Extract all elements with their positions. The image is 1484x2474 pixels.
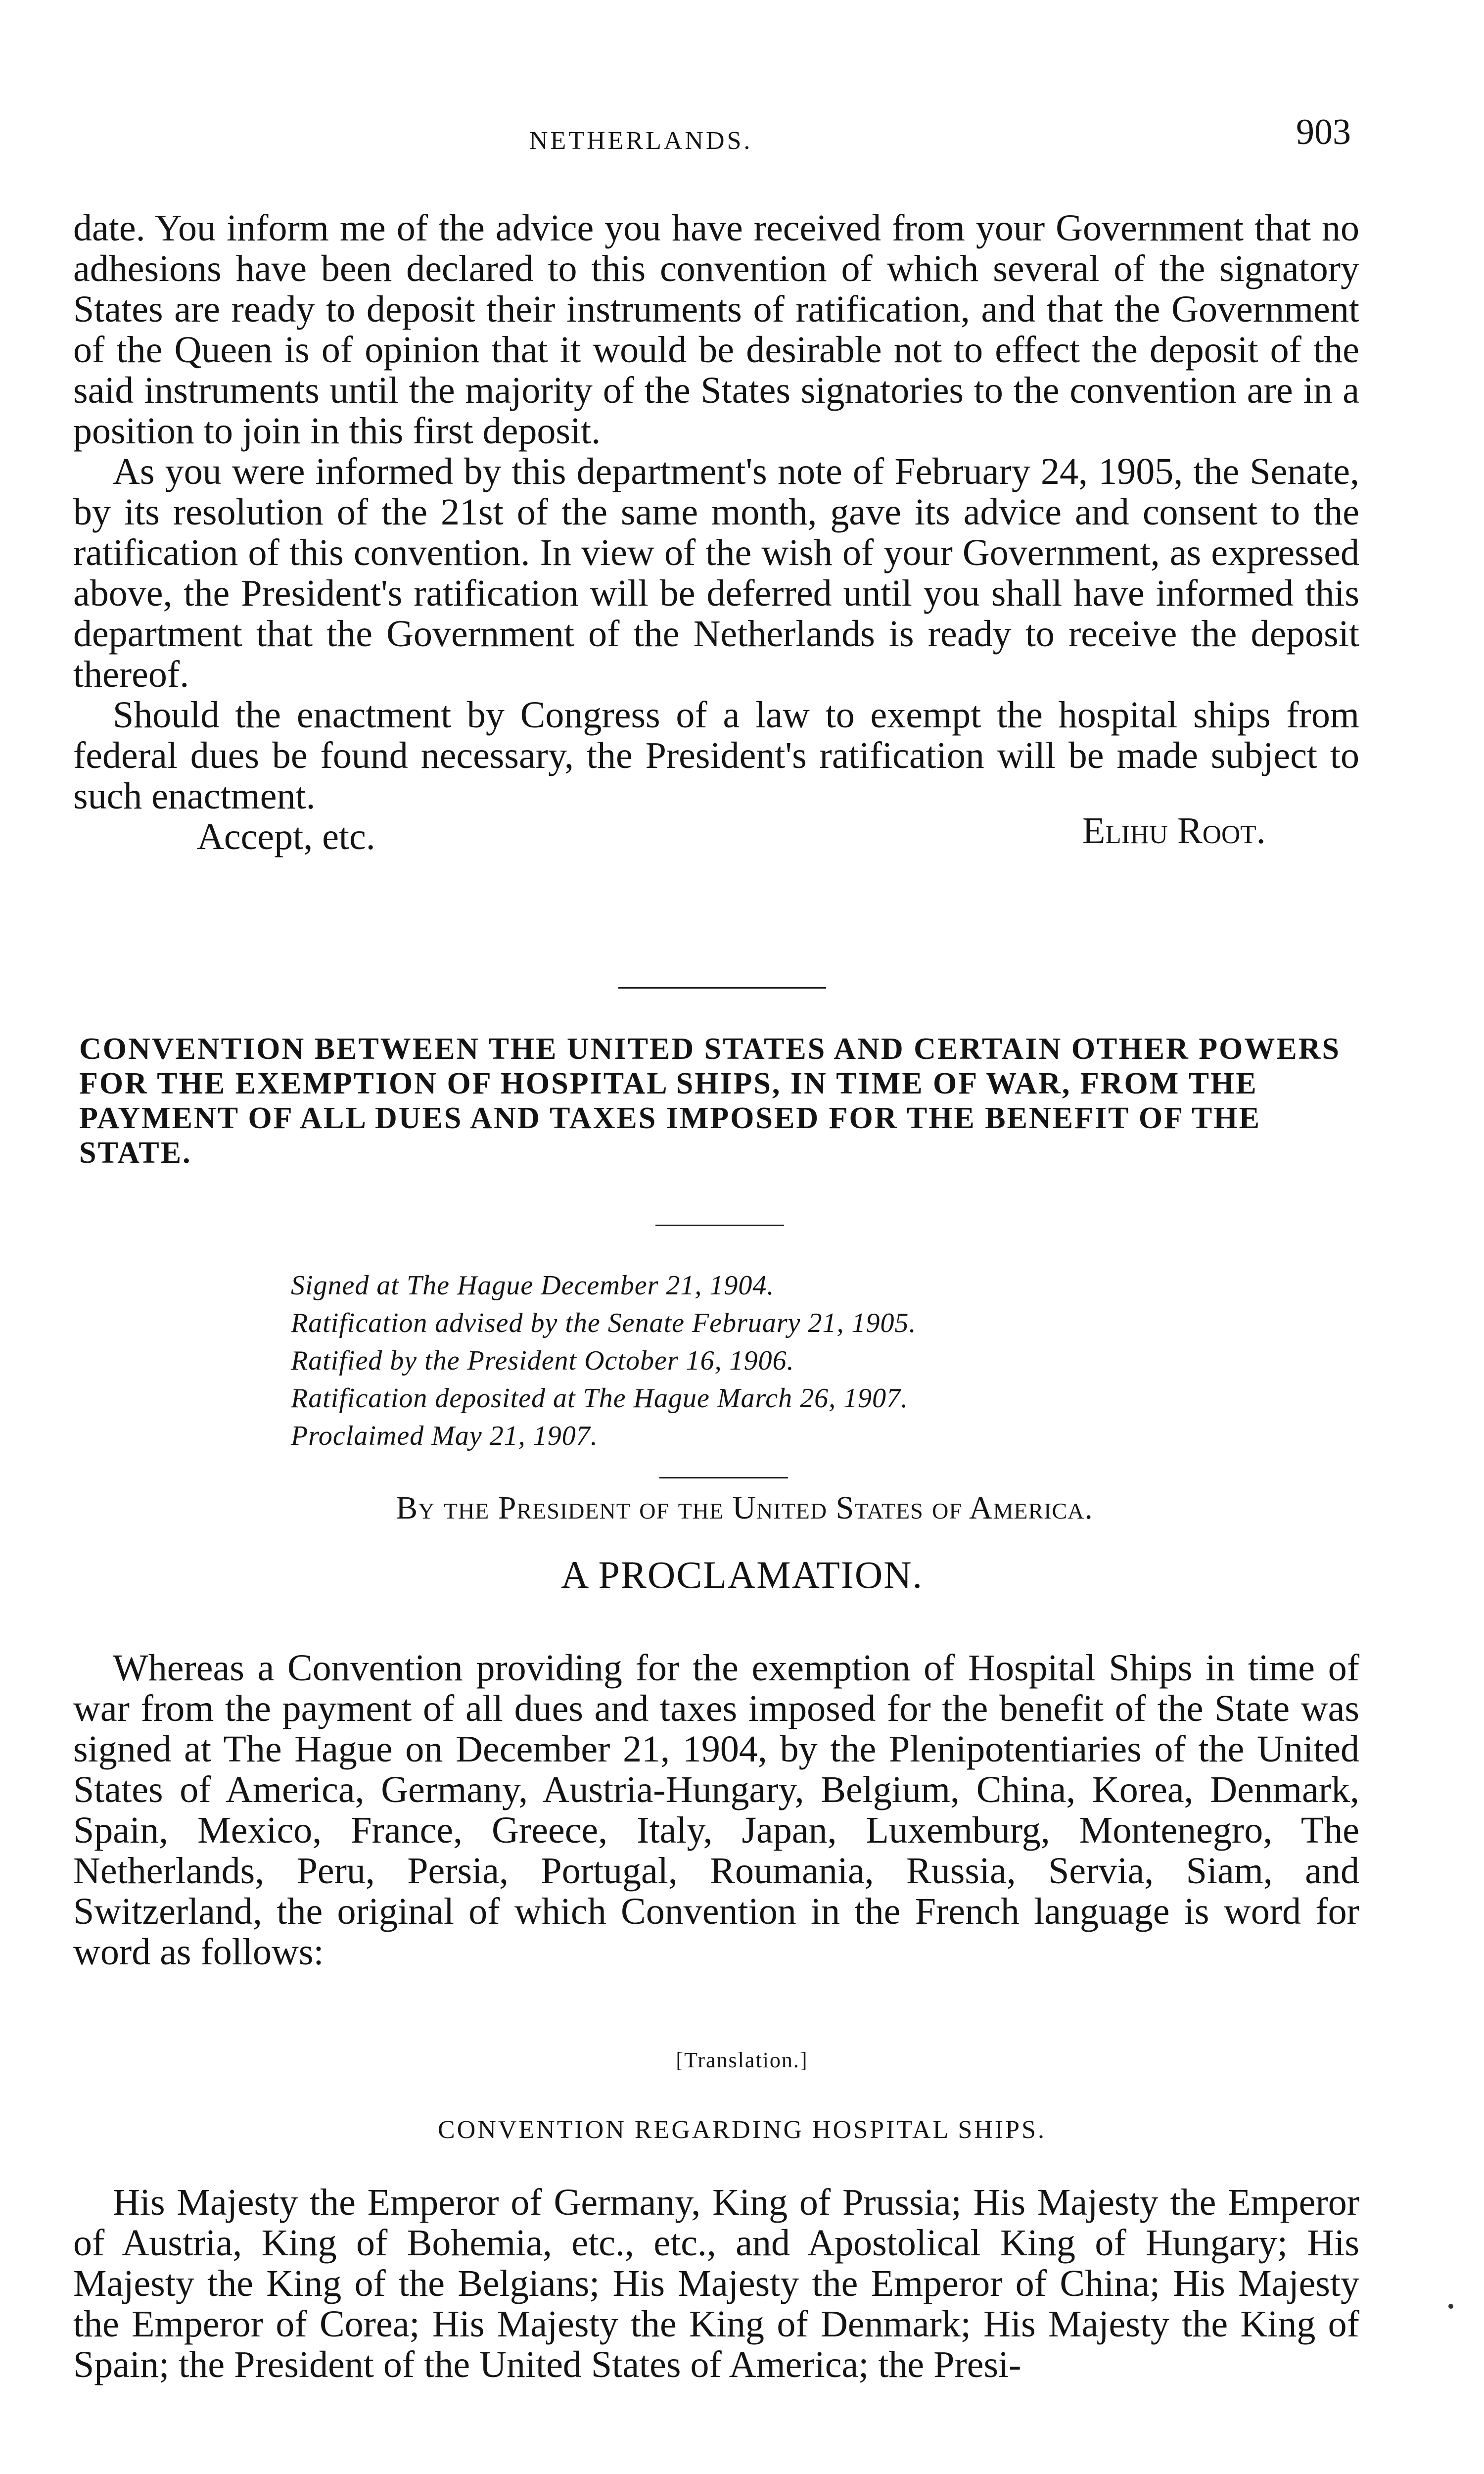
divider: [655, 1225, 784, 1226]
convention-title: CONVENTION REGARDING HOSPITAL SHIPS.: [438, 2116, 1046, 2144]
divider: [618, 987, 826, 989]
date-ratification-advised: Ratification advised by the Senate February 21, 1905.: [291, 1308, 917, 1338]
date-signed: Signed at The Hague December 21, 1904.: [291, 1270, 775, 1301]
convention-heading: CONVENTION BETWEEN THE UNITED STATES AND CERTAIN OTHER POWERS FOR THE EXEMPTION OF HOSPITAL SHIPS, IN TIME OF WAR, FROM THE PAYMENT OF ALL DUES AND TAXES IMPOSED FOR THE BENEFIT OF THE STATE.: [79, 1032, 1341, 1170]
letter-paragraph-1: date. You inform me of the advice you have received from your Government that no adhesions have been declared to this convention of which several of the signatory States are ready to deposit their instruments of ratification, and that the Government of the Queen is of opinion that it would be desirable not to effect the deposit of the said instruments until the majority of the States signatories to the convention are in a position to join in this first deposit.: [73, 207, 1359, 452]
signature: Elihu Root.: [1082, 810, 1266, 852]
translation-note: [Translation.]: [676, 2048, 808, 2072]
letter-paragraph-2: As you were informed by this department's note of February 24, 1905, the Senate, by its resolution of the 21st of the same month, gave its advice and consent to the ratification of this convention. In view of the wish of your Government, as expressed above, the President's ratification will be deferred until you shall have informed this department that the Government of the Netherlands is ready to receive the deposit thereof.: [73, 451, 1359, 695]
stray-mark: [1448, 2304, 1453, 2309]
opening-block: [73, 2182, 1359, 2385]
letter-body: [73, 208, 1359, 857]
date-ratified: Ratified by the President October 16, 1906.: [291, 1345, 794, 1376]
proclamation-title: A PROCLAMATION.: [560, 1553, 924, 1596]
whereas-block: [73, 1648, 1359, 1972]
proclamation-by-line: By the President of the United States of America.: [396, 1490, 1093, 1526]
signature-line: [73, 810, 1359, 857]
letter-paragraph-3: Should the enactment by Congress of a law to exempt the hospital ships from federal dues be found necessary, the President's ratification will be made subject to such enactment.: [73, 694, 1359, 817]
whereas-paragraph: Whereas a Convention providing for the exemption of Hospital Ships in time of war from the payment of all dues and taxes imposed for the benefit of the State was signed at The Hague on December 21, 1904, by the Plenipotentiaries of the United States of America, Germany, Austria-Hungary, Belgium, China, Korea, Denmark, Spain, Mexico, France, Greece, Italy, Japan, Luxemburg, Montenegro, The Netherlands, Peru, Persia, Portugal, Roumania, Russia, Servia, Siam, and Switzerland, the original of which Convention in the French language is word for word as follows:: [73, 1647, 1359, 1973]
date-ratification-deposited: Ratification deposited at The Hague March 26, 1907.: [291, 1383, 909, 1414]
closing: Accept, etc.: [197, 816, 375, 857]
dates-block: [291, 1267, 917, 1455]
opening-paragraph: His Majesty the Emperor of Germany, King of Prussia; His Majesty the Emperor of Austria, King of Bohemia, etc., etc., and Apostolical King of Hungary; His Majesty the King of the Belgians; His Majesty the Emperor of China; His Majesty the Emperor of Corea; His Majesty the King of Denmark; His Majesty the King of Spain; the President of the United States of America; the Presi-: [73, 2182, 1359, 2385]
running-title: NETHERLANDS.: [529, 127, 753, 155]
divider: [659, 1477, 788, 1478]
page-number: 903: [1296, 112, 1351, 152]
date-proclaimed: Proclaimed May 21, 1907.: [291, 1421, 598, 1451]
